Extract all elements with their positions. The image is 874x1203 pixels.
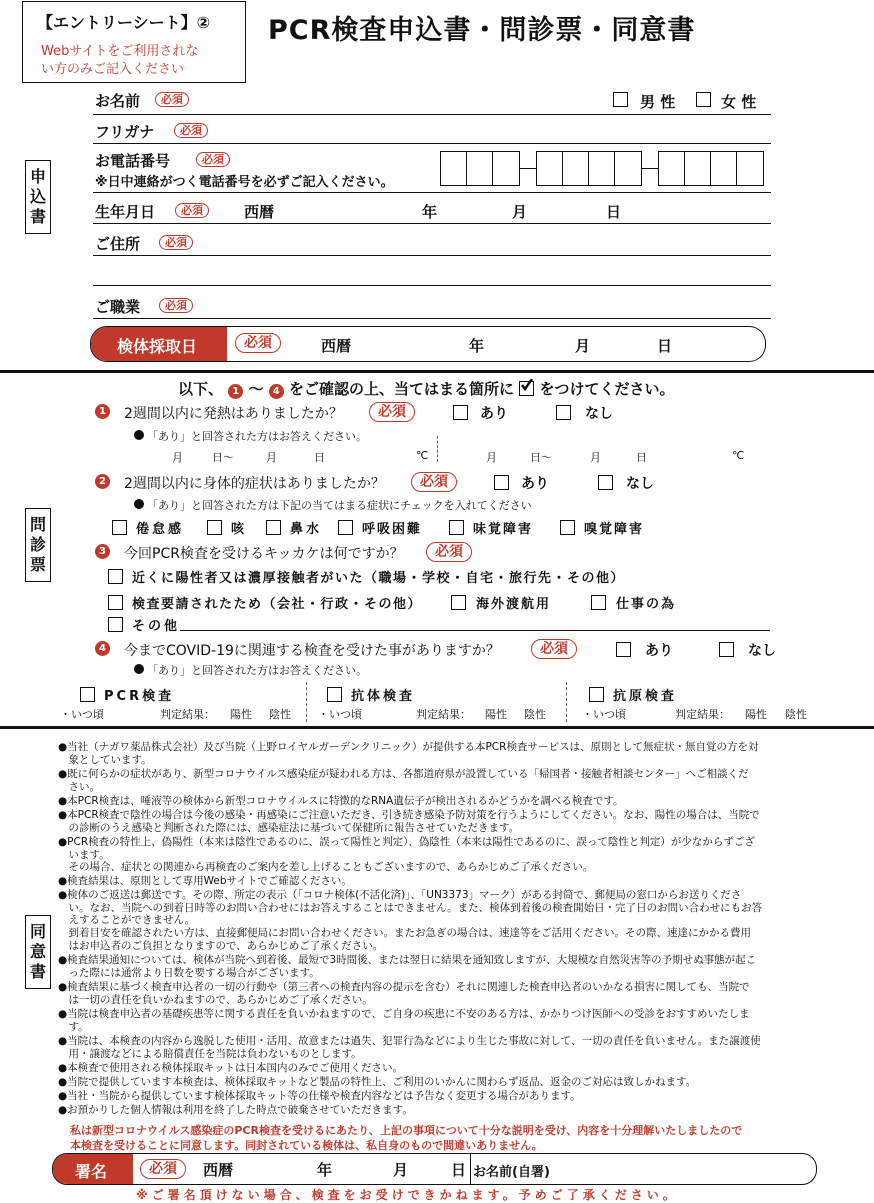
signature-day-unit: 日 — [451, 1161, 467, 1179]
q3-option5-label: その他 — [132, 619, 181, 634]
name-label: お名前 — [95, 92, 141, 110]
q3-required-badge: 必須 — [426, 542, 472, 562]
consent-line: ●当院は、本検査の内容から逸脱した使用・活用、故意または過失、犯罪行為などにより生じた事故に対して、一切の責任を負いません。また譲渡使 — [58, 1035, 761, 1047]
q1-day-from-a: 日〜 — [212, 451, 234, 464]
test-pcr-negative[interactable]: 陰性 — [269, 708, 291, 721]
q2-no-label: なし — [626, 476, 654, 492]
intro-mid: をご確認の上、当てはまる箇所に — [288, 380, 514, 398]
signature-name-label: お名前(自署) — [473, 1165, 550, 1180]
q3-option4-checkbox[interactable] — [591, 595, 606, 610]
q2-number: 2 — [95, 474, 110, 489]
consent-line: ●本PCR検査は、唾液等の検体から新型コロナウイルスに特徴的なRNA遺伝子が検出されるかどうかを調べる検査です。 — [58, 795, 624, 807]
sample-date-label: 検体採取日 — [117, 337, 198, 356]
q3-option1-checkbox[interactable] — [108, 569, 123, 584]
symptom-checkbox-taste[interactable] — [449, 520, 464, 535]
test-antigen-when: ・いつ頃 — [582, 708, 626, 721]
q1-yes-label: あり — [480, 406, 508, 422]
consent-line: えすることができません。 — [58, 914, 196, 926]
section-label-application: 申込書 — [25, 160, 51, 234]
section-label-questionnaire: 問診票 — [25, 508, 51, 582]
intro-tilde: 〜 — [248, 380, 264, 398]
signature-month-unit: 月 — [393, 1161, 409, 1179]
entry-sheet-title: 【エントリーシート】② — [37, 13, 211, 32]
test-antibody-name: 抗体検査 — [351, 689, 416, 704]
agreement-statement-line1: 私は新型コロナウイルス感染症のPCR検査を受けるにあたり、上記の事項について十分な説明を受け、内容を十分理解いたしましたので — [70, 1124, 743, 1137]
test-antibody-checkbox[interactable] — [327, 687, 342, 702]
symptom-label-taste: 味覚障害 — [473, 522, 534, 537]
birth-year-unit: 年 — [422, 203, 438, 221]
furigana-label: フリガナ — [95, 123, 155, 141]
q1-month-b: 月 — [266, 451, 277, 464]
phone-digit-boxes[interactable] — [440, 151, 765, 186]
test-antigen-checkbox[interactable] — [589, 687, 604, 702]
test-antigen-name: 抗原検査 — [613, 689, 678, 704]
test-pcr-checkbox[interactable] — [80, 687, 95, 702]
q1-no-label: なし — [585, 406, 613, 422]
address-underline-2 — [93, 285, 771, 286]
footer-note: ※ご署名頂けない場合、検査をお受けできかねます。予めご了承ください。 — [136, 1188, 679, 1202]
job-required-badge: 必須 — [159, 298, 193, 313]
q1-day-from-b: 日〜 — [530, 451, 552, 464]
signature-label: 署名 — [75, 1162, 108, 1181]
section-divider-2 — [0, 726, 874, 729]
birth-month-unit: 月 — [512, 203, 528, 221]
consent-line: ●本検査で使用される検体採取キットは日本国内のみでご使用ください。 — [58, 1062, 403, 1074]
q4-number: 4 — [95, 641, 110, 656]
q4-note: 「あり」と回答された方はお答えください。 — [147, 664, 367, 677]
signature-required-badge: 必須 — [140, 1159, 186, 1179]
symptom-label-smell: 嗅覚障害 — [584, 522, 645, 537]
sample-date-year-unit: 年 — [469, 337, 485, 355]
consent-line: さい。 — [58, 780, 100, 793]
q1-required-badge: 必須 — [369, 402, 415, 422]
symptom-checkbox-fatigue[interactable] — [112, 520, 127, 535]
consent-line: ●当社（ナガワ薬品株式会社）及び当院（上野ロイヤルガーデンクリニック）が提供する本PCR検査サービスは、原則として無症状・無自覚の方を対 — [58, 741, 759, 753]
phone-label: お電話番号 — [95, 152, 171, 170]
consent-line: ●当社・当院から提供しています検体採取キット等の仕様や検査内容などは予告なく変更する場合があります。 — [58, 1090, 581, 1102]
phone-note: ※日中連絡がつく電話番号を必ずご記入ください。 — [95, 175, 394, 190]
consent-line: す。 — [58, 1020, 89, 1033]
symptom-checkbox-smell[interactable] — [560, 520, 575, 535]
q1-day-b: 日 — [636, 451, 647, 464]
symptom-label-breathing: 呼吸困難 — [362, 522, 423, 537]
address-label: ご住所 — [95, 235, 141, 253]
consent-line: ●検査結果は、原則として専用Webサイトでご確認ください。 — [58, 875, 352, 887]
q1-month-d: 月 — [590, 451, 601, 464]
consent-line: った際には通常より日数を要する場合がございます。 — [58, 966, 320, 979]
consent-line: い。なお、当院への到着日時等のお問い合わせにはお答えすることはできません。また、検体到着後の検査開始日・完了日のお問い合わせにもお答 — [58, 901, 763, 914]
symptom-label-fatigue: 倦怠感 — [136, 522, 185, 537]
consent-line: います。 — [58, 848, 110, 861]
symptom-checkbox-runny-nose[interactable] — [266, 520, 281, 535]
intro-num1: 1 — [228, 384, 243, 399]
furigana-required-badge: 必須 — [174, 123, 208, 138]
consent-line: ●検査結果通知については、検体が当院へ到着後、最短で3時間後、または翌日に結果を通知致しますが、大規模な自然災害等の予期せぬ事態が起こ — [58, 954, 757, 966]
consent-line: その場合、症状との関連から再検査のご案内を差し上げることもございますので、あらかじめご了承ください。 — [58, 861, 594, 873]
birth-underline — [93, 223, 771, 224]
q1-number: 1 — [95, 404, 110, 419]
q3-option3-checkbox[interactable] — [451, 595, 466, 610]
q2-note: 「あり」と回答された方は下記の当てはまる症状にチェックを入れてください — [147, 499, 532, 512]
sample-date-field[interactable] — [90, 326, 766, 362]
q1-text: 2週間以内に発熱はありましたか？ — [124, 406, 343, 422]
consent-line: ●既に何らかの症状があり、新型コロナウイルス感染症が疑われる方は、各都道府県が設置している「帰国者・接触者相談センター」へご相談くだ — [58, 768, 749, 780]
q1-note: 「あり」と回答された方はお答えください。 — [147, 430, 367, 443]
address-underline-1 — [93, 255, 771, 256]
q3-option2-label: 検査要請されたため（会社・行政・その他） — [132, 597, 423, 612]
page-title: PCR検査申込書・問診票・同意書 — [268, 15, 696, 46]
test-antibody-negative[interactable]: 陰性 — [524, 708, 546, 721]
q1-no-checkbox[interactable] — [556, 405, 571, 420]
signature-year-unit: 年 — [317, 1161, 333, 1179]
consent-line: ●検体のご返送は郵送です。その際、所定の表示（「コロナ検体(不活化済)」、「UN3373」マーク）がある封筒で、郵便局の窓口からお送りくださ — [58, 889, 742, 901]
signature-era: 西暦 — [203, 1161, 234, 1179]
q3-other-underline — [180, 630, 770, 631]
test-antibody-result-label: 判定結果： — [416, 708, 471, 721]
entry-sheet-note-line2: い方のみご記入ください — [41, 62, 185, 77]
sample-date-era: 西暦 — [321, 337, 352, 355]
address-required-badge: 必須 — [159, 235, 193, 250]
q2-yes-label: あり — [521, 476, 549, 492]
q2-required-badge: 必須 — [411, 472, 457, 492]
job-underline — [93, 318, 771, 319]
gender-female-label: 女 性 — [721, 93, 757, 111]
consent-line: 象としています。 — [58, 753, 152, 766]
q1-celsius-b: ℃ — [732, 449, 745, 462]
test-antibody-positive[interactable]: 陽性 — [485, 708, 507, 721]
consent-line: ●当院で提供しています本検査は、検体採取キットなど製品の特性上、ご利用のいかんに関わらず返品、返金のご対応は致しかねます。 — [58, 1076, 697, 1088]
questionnaire-intro — [178, 378, 674, 399]
gender-male-checkbox[interactable] — [613, 92, 628, 107]
q3-option4-label: 仕事の為 — [616, 597, 677, 612]
consent-line: ●お預かりした個人情報は利用を終了した時点で破棄させていただきます。 — [58, 1104, 413, 1116]
test-pcr-when: ・いつ頃 — [60, 708, 104, 721]
sample-date-day-unit: 日 — [657, 337, 673, 355]
q4-no-checkbox[interactable] — [719, 642, 734, 657]
q1-celsius-a: ℃ — [416, 449, 429, 462]
name-underline — [93, 114, 771, 115]
birth-day-unit: 日 — [606, 203, 622, 221]
intro-num2: 4 — [269, 384, 284, 399]
q4-note-bullet — [134, 664, 144, 674]
birth-era: 西暦 — [244, 203, 275, 221]
gender-female-checkbox[interactable] — [696, 92, 711, 107]
consent-line: ●PCR検査の特性上、偽陽性（本来は陰性であるのに、誤って陽性と判定）、偽陰性（本来は陽性であるのに、誤って陰性と判定）が少なからずござ — [58, 836, 755, 848]
gender-male-label: 男 性 — [640, 93, 676, 111]
q4-no-label: なし — [748, 643, 776, 659]
birth-required-badge: 必須 — [175, 203, 209, 218]
section-divider-1 — [0, 370, 874, 373]
q2-text: 2週間以内に身体的症状はありましたか？ — [124, 476, 385, 492]
furigana-underline — [93, 143, 771, 144]
sample-date-required-badge: 必須 — [235, 333, 281, 353]
section-label-consent: 同意書 — [25, 915, 51, 989]
q3-text: 今回PCR検査を受けるキッカケは何ですか？ — [124, 546, 404, 562]
job-label: ご職業 — [95, 298, 141, 316]
test-antigen-positive[interactable]: 陽性 — [745, 708, 767, 721]
consent-line: 用・譲渡などによる賠償責任を当院は負わないものとします。 — [58, 1047, 362, 1060]
symptom-label-runny-nose: 鼻水 — [290, 522, 323, 537]
test-pcr-result-label: 判定結果： — [160, 708, 215, 721]
consent-line: 到着目安を確認されたい方は、直接郵便局にお問い合わせください。またお急ぎの場合は、速達等をご活用ください。その際、速達にかかる費用 — [58, 927, 751, 939]
signature-name-divider — [470, 1154, 471, 1184]
test-antigen-negative[interactable]: 陰性 — [785, 708, 807, 721]
entry-sheet-box — [22, 1, 246, 83]
q3-option3-label: 海外渡航用 — [476, 597, 552, 612]
q1-note-bullet — [134, 430, 144, 440]
q2-no-checkbox[interactable] — [598, 475, 613, 490]
consent-line: ●当院は検査申込者の基礎疾患等に関する責任を負いかねますので、ご自身の疾患に不安のある方は、かかりつけ医師への受診をおすすめいたしま — [58, 1008, 750, 1020]
test-divider-1 — [306, 682, 307, 722]
consent-line: はお申込者のご負担となりますので、あらかじめご了承ください。 — [58, 939, 384, 952]
test-antigen-result-label: 判定結果： — [675, 708, 730, 721]
q3-option5-checkbox[interactable] — [108, 617, 123, 632]
phone-underline — [93, 192, 771, 193]
symptom-checkbox-breathing[interactable] — [338, 520, 353, 535]
intro-post: をつけてください。 — [539, 380, 675, 398]
entry-sheet-note-line1: Webサイトをご利用されな — [41, 44, 199, 59]
test-antibody-when: ・いつ頃 — [318, 708, 362, 721]
q4-text: 今までCOVID-19に関連する検査を受けた事がありますか？ — [124, 643, 500, 659]
consent-line: ●本PCR検査で陰性の場合は今後の感染・再感染にご注意いただき、引き続き感染予防対策を行うようにしてください。なお、陽性の場合は、当院で — [58, 809, 760, 821]
name-required-badge: 必須 — [155, 92, 189, 107]
q1-month-c: 月 — [486, 451, 497, 464]
test-divider-2 — [566, 682, 567, 722]
intro-pre: 以下、 — [178, 380, 224, 398]
q3-option2-checkbox[interactable] — [108, 595, 123, 610]
test-pcr-positive[interactable]: 陽性 — [230, 708, 252, 721]
consent-line: の診断のうえ感染と判断された際には、感染症法に基づいて保健所に報告させていただきます。 — [58, 821, 520, 834]
consent-line: ●検査結果に基づく検査申込者の一切の行動や（第三者への検査内容の提示を含む）それに関連した検査申込者のいかなる損害に関しても、当院で — [58, 981, 750, 993]
agreement-statement-line2: 本検査を受けることに同意します。同封されている検体は、私自身のもので間違いありません。 — [70, 1139, 543, 1152]
consent-line: は一切の責任を負いかねますので、あらかじめご了承ください。 — [58, 993, 373, 1006]
q2-yes-checkbox[interactable] — [494, 475, 509, 490]
symptom-checkbox-cough[interactable] — [207, 520, 222, 535]
q3-number: 3 — [95, 544, 110, 559]
q1-month-a: 月 — [172, 451, 183, 464]
q1-yes-checkbox[interactable] — [453, 405, 468, 420]
birth-label: 生年月日 — [95, 203, 156, 221]
q4-yes-label: あり — [645, 643, 673, 659]
q4-yes-checkbox[interactable] — [616, 642, 631, 657]
test-pcr-name: PCR検査 — [104, 689, 175, 704]
q4-required-badge: 必須 — [531, 639, 577, 659]
q1-fever-divider — [437, 436, 438, 462]
phone-required-badge: 必須 — [196, 152, 230, 167]
checked-box-icon — [519, 381, 534, 396]
symptom-label-cough: 咳 — [231, 522, 245, 537]
q3-option1-label: 近くに陽性者又は濃厚接触者がいた（職場・学校・自宅・旅行先・その他） — [132, 571, 626, 586]
sample-date-month-unit: 月 — [575, 337, 591, 355]
q2-note-bullet — [134, 499, 144, 509]
signature-field[interactable] — [52, 1153, 817, 1185]
q1-day-a: 日 — [314, 451, 325, 464]
